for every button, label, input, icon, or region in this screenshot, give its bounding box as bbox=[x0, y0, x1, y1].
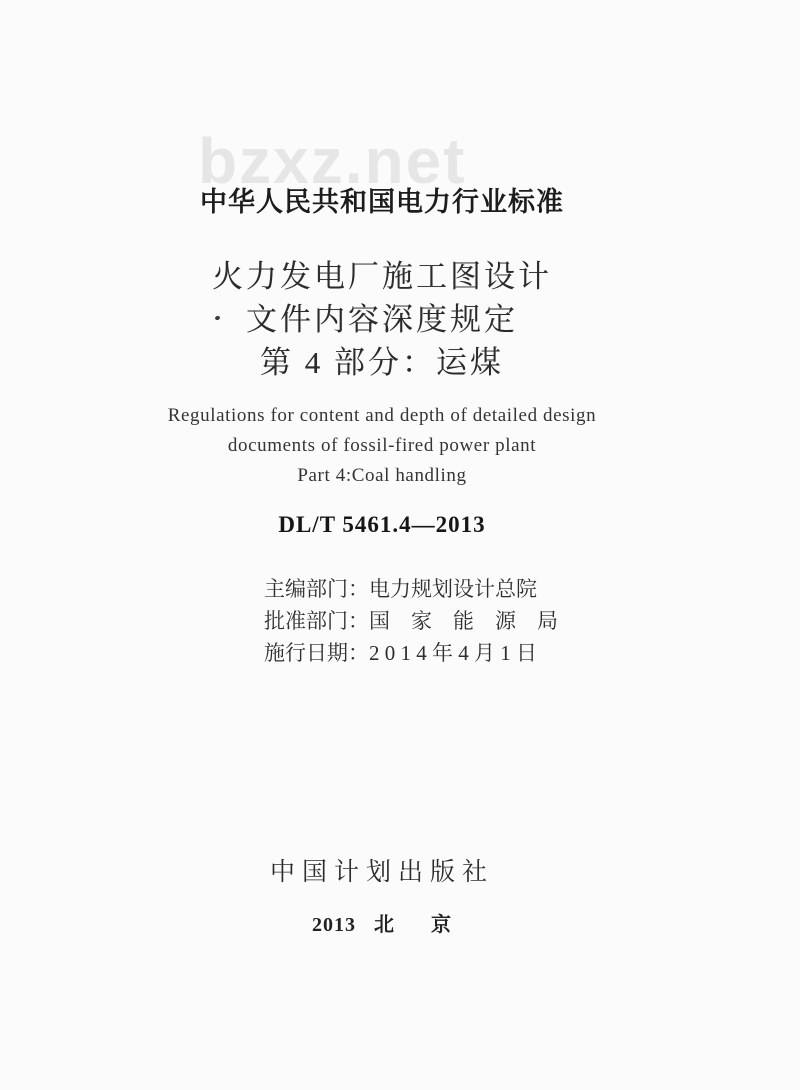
title-en-line-1: Regulations for content and depth of detailed design bbox=[167, 405, 597, 426]
title-en-line-3: Part 4:Coal handling bbox=[297, 465, 467, 486]
issuance-block bbox=[264, 573, 558, 669]
watermark-text: bzxz.net bbox=[198, 125, 467, 197]
title-zh-line-1: 火力发电厂施工图设计 bbox=[212, 259, 552, 294]
publisher-name: 中国计划出版社 bbox=[269, 859, 494, 886]
imprint-line: 2013 北 京 bbox=[312, 914, 452, 936]
standard-number: DL/T 5461.4—2013 bbox=[278, 512, 486, 537]
document-title-en bbox=[0, 401, 764, 491]
approval-line: 批准部门：国 家 能 源 局 bbox=[264, 609, 558, 633]
chief-editor-line: 主编部门：电力规划设计总院 bbox=[264, 577, 537, 601]
title-zh-line-2: 文件内容深度规定 bbox=[246, 302, 518, 337]
standard-class-heading: 中华人民共和国电力行业标准 bbox=[200, 187, 564, 217]
title-en-line-2: documents of fossil-fired power plant bbox=[227, 435, 537, 456]
document-title-zh bbox=[0, 255, 764, 384]
effective-date-line: 施行日期：2 0 1 4 年 4 月 1 日 bbox=[264, 641, 537, 665]
title-zh-line-3: 第 4 部分：运煤 bbox=[260, 345, 504, 380]
